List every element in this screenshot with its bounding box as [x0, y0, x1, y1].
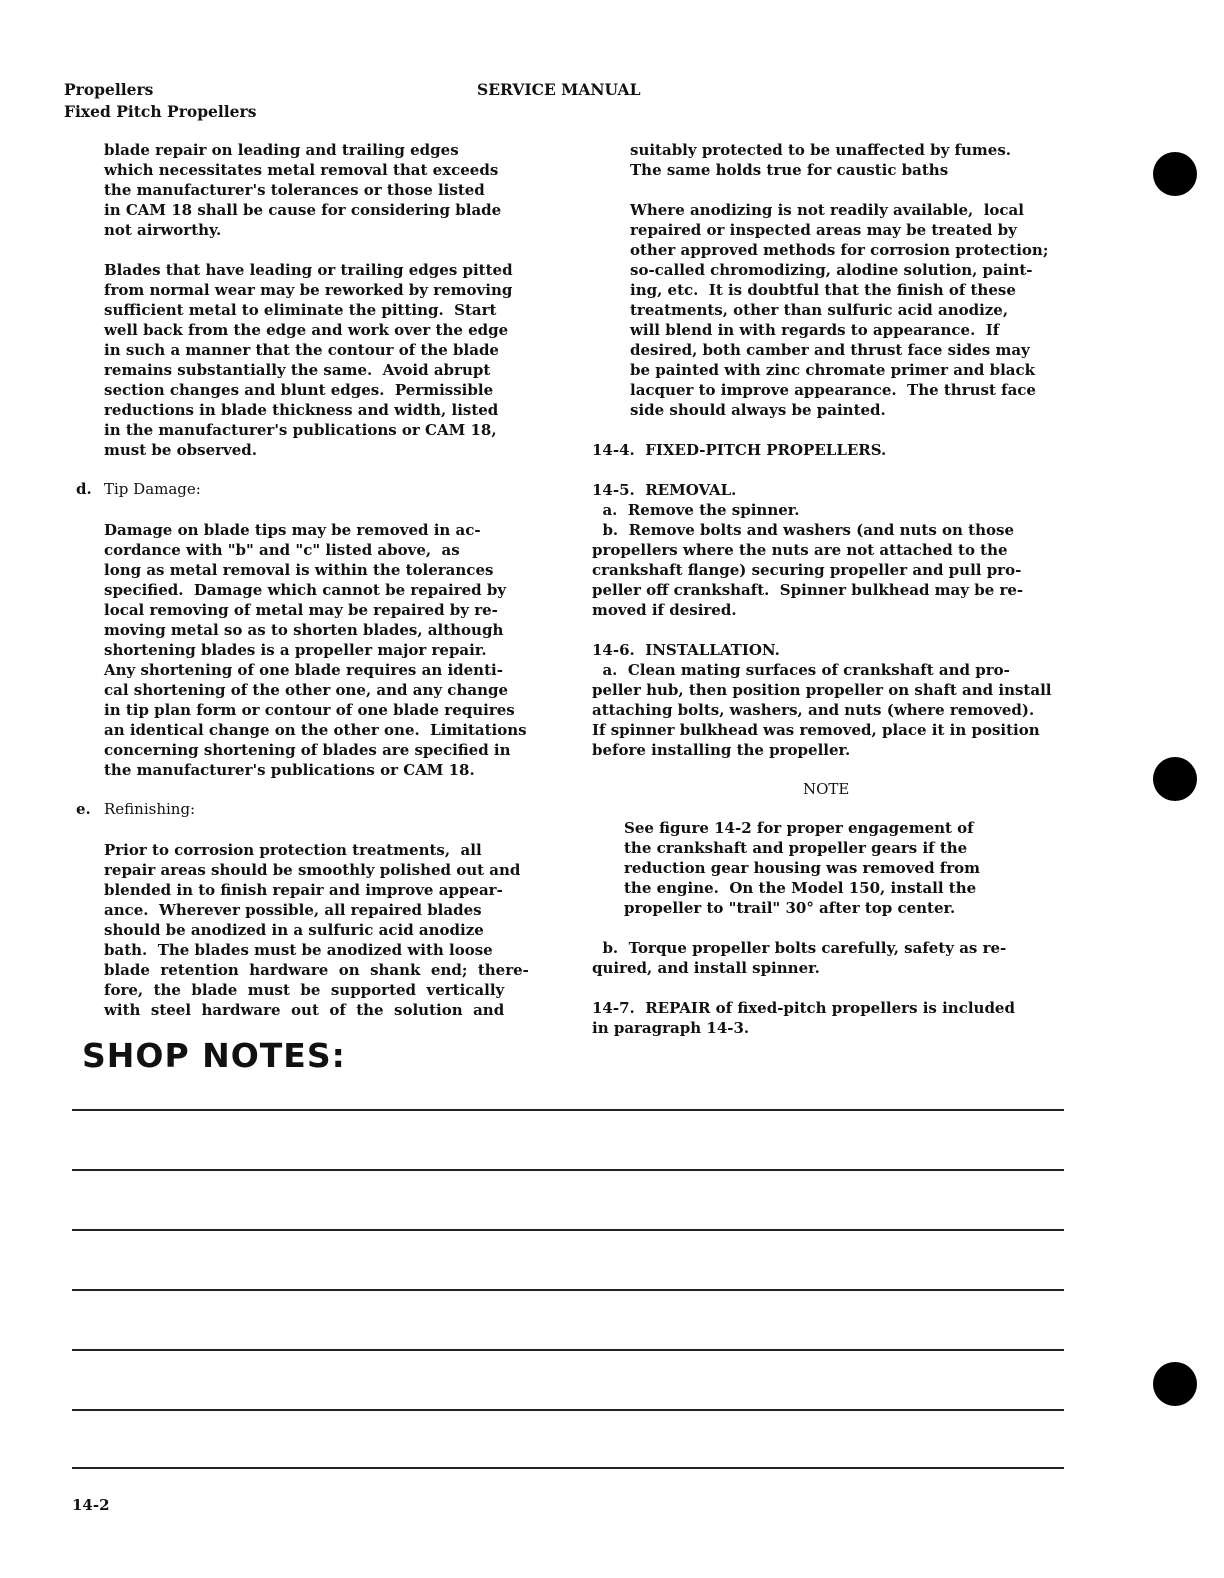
text-line: blended in to finish repair and improve appear-	[104, 881, 503, 899]
text-line: with steel hardware out of the solution and	[104, 1001, 505, 1019]
page-number: 14-2	[72, 1496, 110, 1514]
text-line: an identical change on the other one. Limitations	[104, 721, 527, 739]
text-line: sufficient metal to eliminate the pitting. Start	[104, 301, 497, 319]
punch-hole	[1153, 1362, 1197, 1406]
text-line: 14-6. INSTALLATION.	[592, 641, 780, 659]
text-line: desired, both camber and thrust face sides may	[630, 341, 1030, 359]
text-line: 14-7. REPAIR of fixed-pitch propellers is included	[592, 999, 1015, 1017]
text-line: quired, and install spinner.	[592, 959, 820, 977]
text-line: a. Remove the spinner.	[592, 501, 800, 519]
text-line: should be anodized in a sulfuric acid anodize	[104, 921, 484, 939]
item-title-tip-damage: Tip Damage:	[104, 480, 201, 498]
note-text	[624, 818, 980, 918]
text-line: in CAM 18 shall be cause for considering blade	[104, 201, 502, 219]
text-line: lacquer to improve appearance. The thrust face	[630, 381, 1036, 399]
text-line: cal shortening of the other one, and any change	[104, 681, 509, 699]
text-line: repair areas should be smoothly polished out and	[104, 861, 521, 879]
text-line: not airworthy.	[104, 221, 222, 239]
text-line: shortening blades is a propeller major repair.	[104, 641, 487, 659]
text-line: the manufacturer's publications or CAM 18.	[104, 761, 475, 779]
text-line: crankshaft flange) securing propeller and pull pro-	[592, 561, 1022, 579]
header-title: SERVICE MANUAL	[477, 80, 641, 99]
text-line: well back from the edge and work over the edge	[104, 321, 509, 339]
text-line: local removing of metal may be repaired by re-	[104, 601, 498, 619]
paragraph-pitted-edges	[104, 260, 513, 460]
section-removal	[592, 480, 1023, 620]
punch-hole	[1153, 152, 1197, 196]
text-line: treatments, other than sulfuric acid anodize,	[630, 301, 1009, 319]
text-line: b. Remove bolts and washers (and nuts on those	[592, 521, 1014, 539]
text-line: ing, etc. It is doubtful that the finish of these	[630, 281, 1016, 299]
text-line: blade repair on leading and trailing edges	[104, 141, 459, 159]
note-line	[72, 1409, 1064, 1411]
text-line: moving metal so as to shorten blades, although	[104, 621, 504, 639]
text-line: cordance with "b" and "c" listed above, as	[104, 541, 460, 559]
text-line: peller hub, then position propeller on shaft and install	[592, 681, 1052, 699]
text-line: peller off crankshaft. Spinner bulkhead may be re-	[592, 581, 1024, 599]
text-line: reductions in blade thickness and width, listed	[104, 401, 499, 419]
text-line: Damage on blade tips may be removed in ac-	[104, 521, 481, 539]
text-line: 14-4. FIXED-PITCH PROPELLERS.	[592, 441, 887, 459]
text-line: specified. Damage which cannot be repaired by	[104, 581, 507, 599]
shop-notes-title: SHOP NOTES:	[82, 1036, 346, 1075]
text-line: repaired or inspected areas may be treated by	[630, 221, 1017, 239]
text-line: propeller to "trail" 30° after top center.	[624, 899, 956, 917]
text-line: attaching bolts, washers, and nuts (where removed).	[592, 701, 1035, 719]
text-line: from normal wear may be reworked by removing	[104, 281, 513, 299]
text-line: long as metal removal is within the tolerances	[104, 561, 494, 579]
text-line: b. Torque propeller bolts carefully, safety as re-	[592, 939, 1007, 957]
note-line	[72, 1109, 1064, 1111]
text-line: so-called chromodizing, alodine solution, paint-	[630, 261, 1033, 279]
item-letter-d: d.	[76, 480, 92, 498]
text-line: side should always be painted.	[630, 401, 886, 419]
note-line	[72, 1229, 1064, 1231]
text-line: section changes and blunt edges. Permissible	[104, 381, 494, 399]
text-line: concerning shortening of blades are specified in	[104, 741, 511, 759]
text-line: which necessitates metal removal that exceeds	[104, 161, 499, 179]
note-line	[72, 1289, 1064, 1291]
text-line: will blend in with regards to appearance. If	[630, 321, 1000, 339]
note-line	[72, 1169, 1064, 1171]
text-line: in paragraph 14-3.	[592, 1019, 750, 1037]
text-line: other approved methods for corrosion protection;	[630, 241, 1049, 259]
note-title: NOTE	[803, 780, 850, 798]
paragraph-anodizing	[630, 200, 1048, 420]
paragraph-repair	[592, 998, 1015, 1038]
text-line: be painted with zinc chromate primer and black	[630, 361, 1036, 379]
text-line: fore, the blade must be supported vertically	[104, 981, 505, 999]
text-line: before installing the propeller.	[592, 741, 851, 759]
text-line: in tip plan form or contour of one blade requires	[104, 701, 515, 719]
paragraph-tip-damage	[104, 520, 527, 780]
header-section: Propellers	[64, 80, 154, 99]
text-line: The same holds true for caustic baths	[630, 161, 949, 179]
item-letter-e: e.	[76, 800, 91, 818]
header-subsection: Fixed Pitch Propellers	[64, 102, 257, 121]
note-line	[72, 1349, 1064, 1351]
text-line: ance. Wherever possible, all repaired blades	[104, 901, 482, 919]
text-line: the engine. On the Model 150, install the	[624, 879, 977, 897]
text-line: reduction gear housing was removed from	[624, 859, 981, 877]
text-line: 14-5. REMOVAL.	[592, 481, 737, 499]
text-line: propellers where the nuts are not attached to the	[592, 541, 1008, 559]
text-line: remains substantially the same. Avoid abrupt	[104, 361, 491, 379]
section-installation	[592, 640, 1051, 760]
punch-hole	[1153, 757, 1197, 801]
text-line: See figure 14-2 for proper engagement of	[624, 819, 974, 837]
text-line: the crankshaft and propeller gears if the	[624, 839, 968, 857]
text-line: in such a manner that the contour of the blade	[104, 341, 499, 359]
note-line	[72, 1467, 1064, 1469]
paragraph-blade-repair	[104, 140, 501, 240]
text-line: If spinner bulkhead was removed, place it in position	[592, 721, 1040, 739]
text-line: in the manufacturer's publications or CAM 18,	[104, 421, 497, 439]
text-line: bath. The blades must be anodized with loose	[104, 941, 493, 959]
heading-fixed-pitch	[592, 440, 886, 460]
text-line: a. Clean mating surfaces of crankshaft and pro-	[592, 661, 1010, 679]
paragraph-refinishing	[104, 840, 529, 1020]
text-line: Any shortening of one blade requires an identi-	[104, 661, 503, 679]
text-line: the manufacturer's tolerances or those listed	[104, 181, 485, 199]
text-line: must be observed.	[104, 441, 257, 459]
text-line: Blades that have leading or trailing edges pitted	[104, 261, 513, 279]
text-line: Where anodizing is not readily available, local	[630, 201, 1024, 219]
text-line: Prior to corrosion protection treatments, all	[104, 841, 482, 859]
paragraph-torque	[592, 938, 1006, 978]
text-line: moved if desired.	[592, 601, 737, 619]
paragraph-fumes	[630, 140, 1011, 180]
item-title-refinishing: Refinishing:	[104, 800, 196, 818]
text-line: blade retention hardware on shank end; there-	[104, 961, 529, 979]
text-line: suitably protected to be unaffected by fumes.	[630, 141, 1011, 159]
